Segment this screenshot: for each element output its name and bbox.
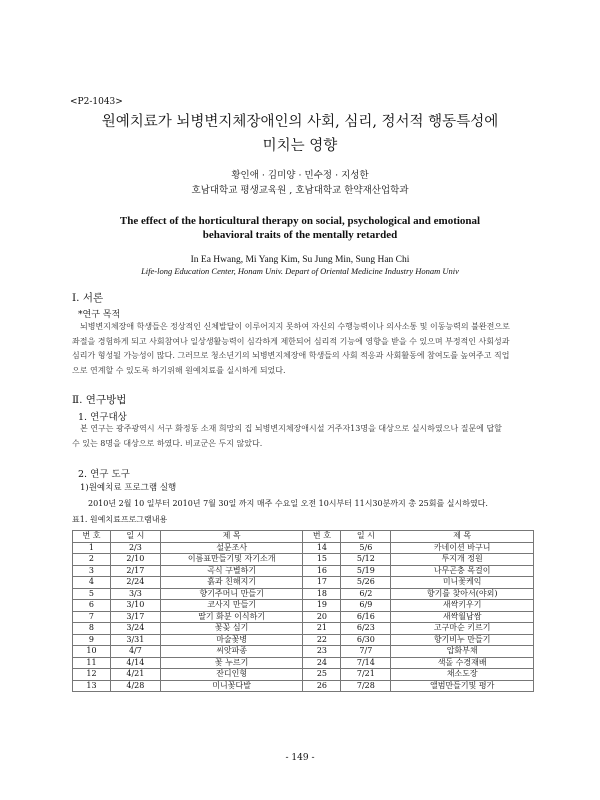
table-cell: 4/14	[110, 657, 160, 669]
table-row	[73, 634, 534, 646]
table-cell: 16	[303, 565, 341, 577]
intro-line: 으로 연계할 수 있도록 하기위해 원예치료를 실시하게 되었다.	[72, 365, 286, 375]
table-cell: 7/7	[341, 646, 391, 658]
table-cell: 잔디인형	[160, 669, 303, 681]
table-header-cell: 일 시	[110, 531, 160, 543]
title-korean	[60, 110, 540, 158]
table-cell: 4	[73, 577, 111, 589]
table-cell: 2/17	[110, 565, 160, 577]
table-cell: 3/3	[110, 588, 160, 600]
table-cell: 압화부채	[391, 646, 534, 658]
intro-paragraph	[72, 320, 534, 378]
title-korean-line1: 원예치료가 뇌병변지체장애인의 사회, 심리, 정서적 행동특성에	[101, 114, 499, 130]
table-cell: 5	[73, 588, 111, 600]
program-table	[72, 530, 534, 692]
subjects-paragraph	[72, 422, 534, 451]
table-header-cell: 제 목	[160, 531, 303, 543]
table-header-cell: 번 호	[303, 531, 341, 543]
table-cell: 코사지 만들기	[160, 600, 303, 612]
table-cell: 5/6	[341, 542, 391, 554]
table-cell: 5/19	[341, 565, 391, 577]
table-cell: 26	[303, 680, 341, 692]
page-number: - 149 -	[285, 753, 315, 763]
table-cell: 씨앗파종	[160, 646, 303, 658]
subjects-line: 본 연구는 광주광역시 서구 화정동 소재 희망의 집 뇌병변지체장애시설 거주자13명을 대상으로 실시하였으나 질문에 답할	[80, 424, 502, 433]
table-cell: 꽃 누르기	[160, 657, 303, 669]
abstract-code: <P2-1043>	[70, 97, 123, 107]
table-cell: 6/2	[341, 588, 391, 600]
title-korean-line2: 미치는 영향	[262, 138, 338, 154]
table-row	[73, 680, 534, 692]
intro-line: 뇌병변지체장애 학생들은 정상적인 신체발달이 이루어지지 못하여 자신의 수행능력이나 의사소통 및 이동능력의 불완전으로	[80, 322, 510, 331]
table-caption: 표1. 원예치료프로그램내용	[72, 515, 168, 524]
table-row	[73, 600, 534, 612]
table-cell: 8	[73, 623, 111, 635]
table-cell: 5/12	[341, 554, 391, 566]
table-cell: 새싹월남쌈	[391, 611, 534, 623]
table-cell: 4/28	[110, 680, 160, 692]
table-cell: 21	[303, 623, 341, 635]
table-cell: 7/21	[341, 669, 391, 681]
affiliation-english: Life-long Education Center, Honam Univ. Depart of Oriental Medicine Industry Honam Univ	[141, 266, 459, 276]
table-cell: 이름표만들기및 자기소개	[160, 554, 303, 566]
table-cell: 10	[73, 646, 111, 658]
table-cell: 25	[303, 669, 341, 681]
table-cell: 5/26	[341, 577, 391, 589]
table-cell: 4/7	[110, 646, 160, 658]
authors-korean-block	[60, 168, 540, 198]
table-cell: 2	[73, 554, 111, 566]
intro-line: 좌절을 경험하게 되고 사회참여나 일상생활능력이 심각하게 제한되어 심리적 기능에 영향을 받을 수 있으며 부정적인 사회성과	[72, 336, 510, 346]
table-cell: 흙과 친해지기	[160, 577, 303, 589]
table-cell: 설문조사	[160, 542, 303, 554]
table-cell: 곡식 구별하기	[160, 565, 303, 577]
table-cell: 7	[73, 611, 111, 623]
tools-heading: 2. 연구 도구	[78, 469, 130, 480]
table-cell: 20	[303, 611, 341, 623]
table-cell: 고구마순 키르기	[391, 623, 534, 635]
table-cell: 3	[73, 565, 111, 577]
table-cell: 23	[303, 646, 341, 658]
table-cell: 3/10	[110, 600, 160, 612]
research-purpose-heading: *연구 목적	[78, 310, 121, 320]
table-cell: 앨범만들기및 평가	[391, 680, 534, 692]
table-cell: 2/10	[110, 554, 160, 566]
table-cell: 미니꽃다발	[160, 680, 303, 692]
section-methods-heading: Ⅱ. 연구방법	[72, 394, 127, 406]
table-cell: 17	[303, 577, 341, 589]
title-english-line1: The effect of the horticultural therapy on social, psychological and emotional	[119, 215, 481, 227]
table-cell: 3/31	[110, 634, 160, 646]
affiliation-korean: 호남대학교 평생교육원 , 호남대학교 한약재산업학과	[191, 185, 409, 196]
table-cell: 13	[73, 680, 111, 692]
table-cell: 2/24	[110, 577, 160, 589]
authors-english: In Ea Hwang, Mi Yang Kim, Su Jung Min, Sung Han Chi	[190, 255, 410, 265]
table-header-cell: 일 시	[341, 531, 391, 543]
table-cell: 투지개 정원	[391, 554, 534, 566]
table-cell: 4/21	[110, 669, 160, 681]
table-cell: 7/28	[341, 680, 391, 692]
table-cell: 미니꽃케익	[391, 577, 534, 589]
table-row	[73, 646, 534, 658]
authors-korean: 황인애 · 김미양 · 민수정 · 지성한	[231, 170, 369, 181]
table-cell: 향기비누 만들기	[391, 634, 534, 646]
table-cell: 나무곤충 목걸이	[391, 565, 534, 577]
table-cell: 14	[303, 542, 341, 554]
title-english	[100, 214, 500, 242]
table-row	[73, 565, 534, 577]
table-cell: 3/17	[110, 611, 160, 623]
table-cell: 마술꽃병	[160, 634, 303, 646]
table-cell: 1	[73, 542, 111, 554]
table-cell: 향기를 찾아서(야외)	[391, 588, 534, 600]
table-cell: 19	[303, 600, 341, 612]
table-header-cell: 번 호	[73, 531, 111, 543]
table-cell: 6/9	[341, 600, 391, 612]
title-english-line2: behavioral traits of the mentally retarded	[202, 229, 398, 241]
table-cell: 6/16	[341, 611, 391, 623]
table-cell: 15	[303, 554, 341, 566]
table-row	[73, 577, 534, 589]
table-cell: 딸기 화분 이식하기	[160, 611, 303, 623]
table-cell: 24	[303, 657, 341, 669]
table-cell: 6	[73, 600, 111, 612]
table-row	[73, 554, 534, 566]
program-schedule: 2010년 2월 10 일부터 2010년 7월 30일 까지 매주 수요일 오전 10시부터 11시30분까지 총 25회를 실시하였다.	[88, 499, 488, 508]
table-row	[73, 588, 534, 600]
intro-line: 심리가 형성될 가능성이 많다. 그러므로 청소년기의 뇌병변지체장애 학생들의 사회 적응과 사회활동에 참여도를 높여주고 직업	[72, 351, 510, 360]
table-row	[73, 657, 534, 669]
table-cell: 새싹키우기	[391, 600, 534, 612]
table-cell: 3/24	[110, 623, 160, 635]
table-cell: 9	[73, 634, 111, 646]
table-cell: 7/14	[341, 657, 391, 669]
subjects-heading: 1. 연구대상	[78, 412, 127, 423]
table-row	[73, 542, 534, 554]
table-cell: 12	[73, 669, 111, 681]
section-intro-heading: Ⅰ. 서론	[72, 292, 104, 304]
table-cell: 향기주머니 만들기	[160, 588, 303, 600]
table-cell: 22	[303, 634, 341, 646]
table-row	[73, 611, 534, 623]
table-cell: 6/23	[341, 623, 391, 635]
table-cell: 카네이션 바구니	[391, 542, 534, 554]
table-row	[73, 623, 534, 635]
table-cell: 채소도장	[391, 669, 534, 681]
program-item: 1)원예치료 프로그램 실행	[80, 483, 177, 493]
table-cell: 18	[303, 588, 341, 600]
table-row	[73, 669, 534, 681]
table-cell: 11	[73, 657, 111, 669]
table-cell: 꽃꽂 심기	[160, 623, 303, 635]
table-header-row	[73, 531, 534, 543]
subjects-line: 수 있는 8명을 대상으로 하였다. 비교군은 두지 않았다.	[72, 438, 263, 448]
table-cell: 6/30	[341, 634, 391, 646]
table-cell: 색돌 수경재배	[391, 657, 534, 669]
table-header-cell: 제 목	[391, 531, 534, 543]
table-cell: 2/3	[110, 542, 160, 554]
